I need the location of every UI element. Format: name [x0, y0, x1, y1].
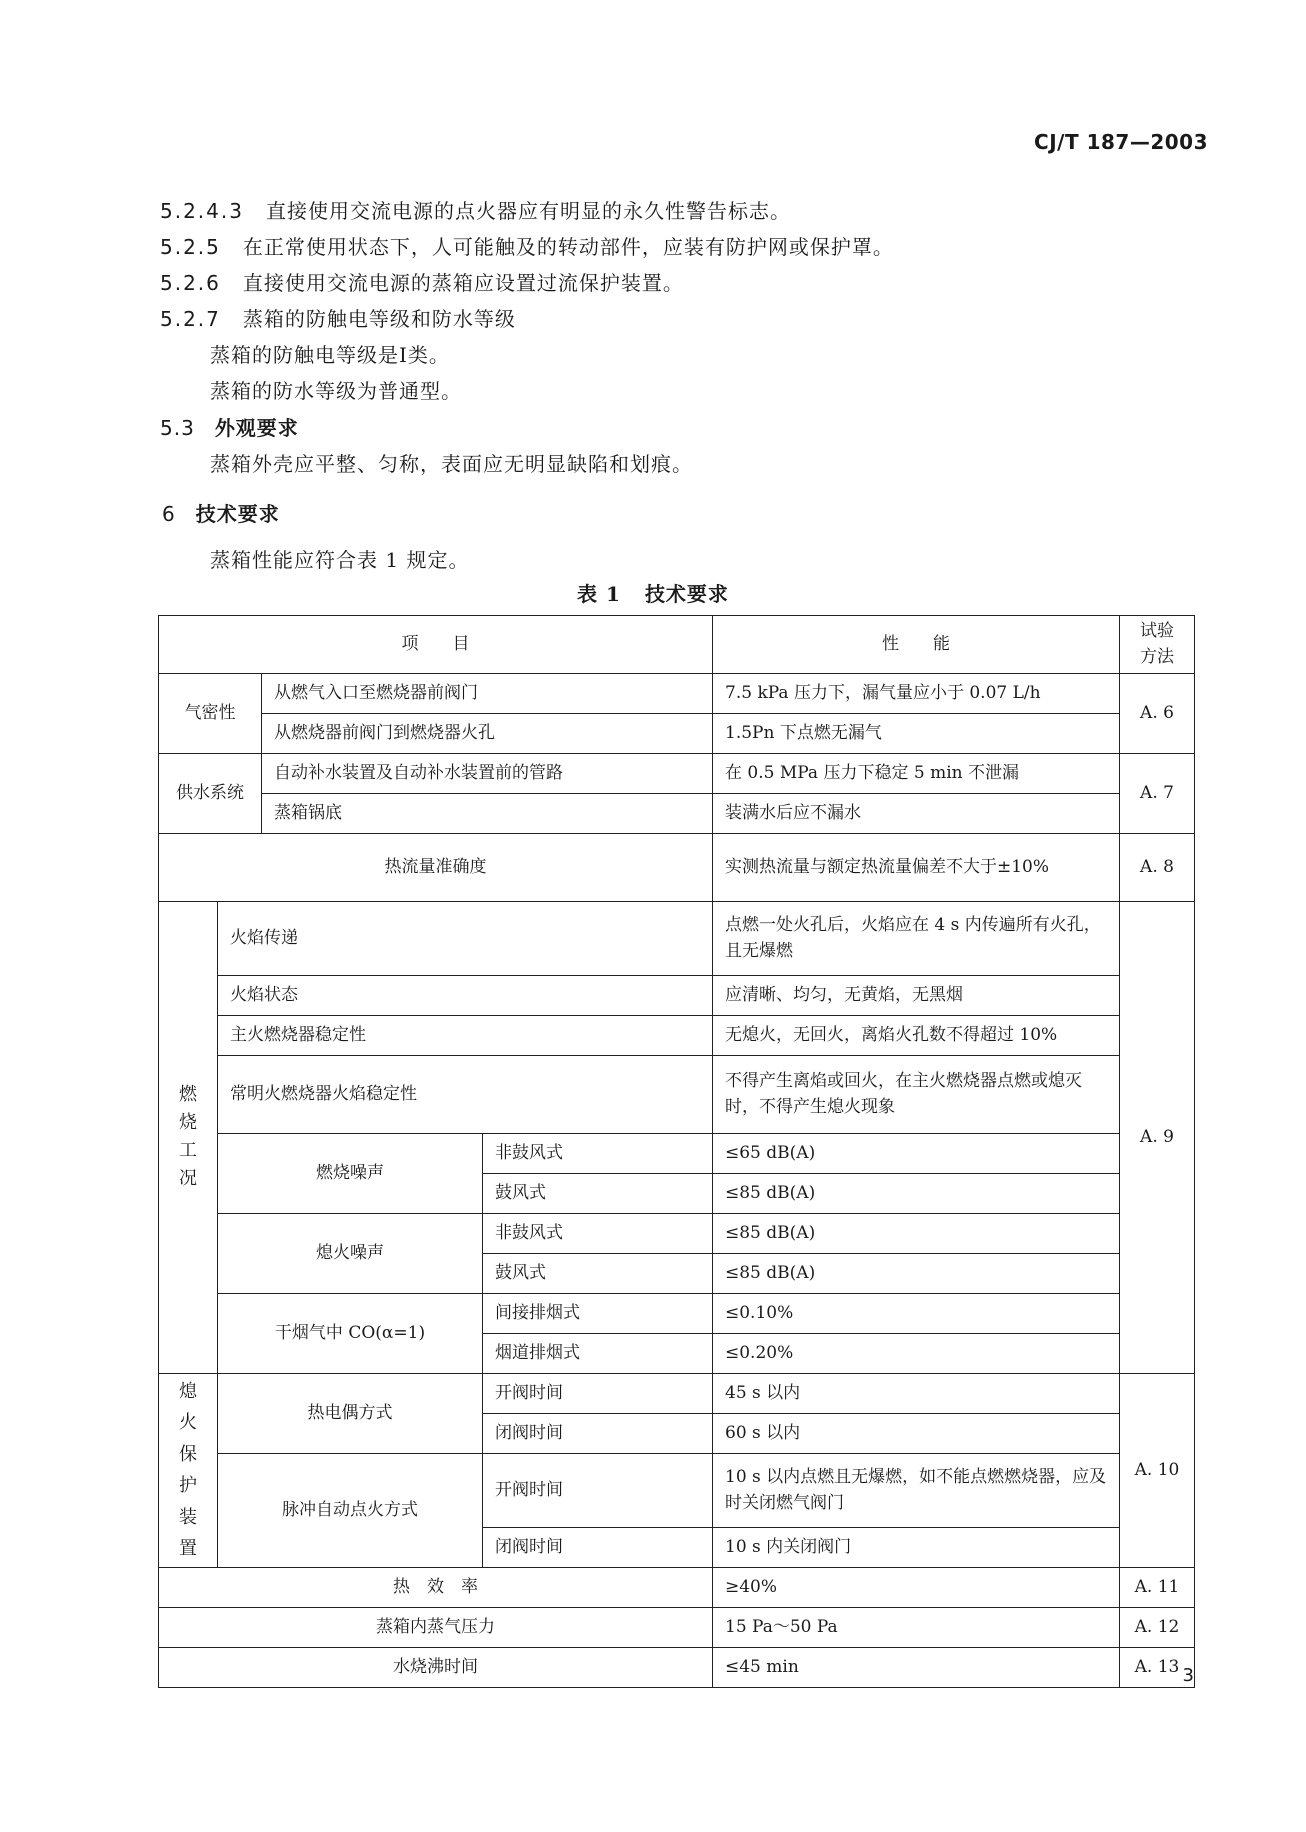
clause-5-2-6: [160, 267, 684, 296]
paragraph-shock-class: 蒸箱的防触电等级是Ⅰ类。: [210, 343, 450, 367]
technical-requirements-table: [158, 615, 1195, 1688]
table-row: [159, 1607, 1195, 1647]
subitem-cell: 开阀时间: [483, 1453, 713, 1527]
method-cell: A. 6: [1120, 673, 1195, 753]
group-char: 工: [179, 1140, 197, 1162]
clause-text: 在正常使用状态下，人可能触及的转动部件，应装有防护网或保护罩。: [242, 235, 894, 259]
table-caption-label: 表 1: [577, 582, 621, 606]
group-gas-tightness: 气密性: [159, 673, 262, 753]
method-cell: A. 12: [1120, 1607, 1195, 1647]
subitem-cell: 鼓风式: [483, 1173, 713, 1213]
item-cell: 蒸箱锅底: [262, 793, 713, 833]
group-line: 装置: [179, 1506, 197, 1560]
clause-number: 5.2.6: [160, 271, 221, 295]
header-item: 项 目: [159, 616, 713, 674]
paragraph-water-class: 蒸箱的防水等级为普通型。: [210, 379, 462, 403]
item-cell: 热电偶方式: [218, 1373, 483, 1453]
header-test-method: 试验方法: [1120, 616, 1195, 674]
performance-cell: 60 s 以内: [713, 1413, 1120, 1453]
group-char: 烧: [179, 1112, 197, 1134]
method-cell: A. 9: [1120, 901, 1195, 1373]
item-cell: 主火燃烧器稳定性: [218, 1015, 713, 1055]
table-row: [159, 793, 1195, 833]
table-row: [159, 673, 1195, 713]
group-char: 况: [179, 1168, 197, 1190]
heading-title: 技术要求: [195, 502, 280, 526]
performance-cell: 不得产生离焰或回火，在主火燃烧器点燃或熄灭时，不得产生熄火现象: [713, 1055, 1120, 1133]
group-flameout-protection: [159, 1373, 218, 1567]
clause-text: 直接使用交流电源的点火器应有明显的永久性警告标志。: [265, 199, 791, 223]
page-number: 3: [1182, 1665, 1194, 1686]
heading-6: [162, 498, 280, 527]
heading-number: 5.3: [160, 416, 195, 440]
item-cell: 自动补水装置及自动补水装置前的管路: [262, 753, 713, 793]
item-cell: 火焰传递: [218, 901, 713, 975]
table-header-row: [159, 616, 1195, 674]
clause-5-2-5: [160, 231, 894, 260]
table-row: [159, 1015, 1195, 1055]
table-row: [159, 753, 1195, 793]
header-performance: 性 能: [713, 616, 1120, 674]
subitem-cell: 闭阀时间: [483, 1413, 713, 1453]
performance-cell: ≤45 min: [713, 1647, 1120, 1687]
standard-code: CJ/T 187—2003: [1034, 130, 1208, 154]
performance-cell: 1.5Pn 下点燃无漏气: [713, 713, 1120, 753]
clause-5-2-4-3: [160, 195, 791, 224]
table-row: [159, 1647, 1195, 1687]
performance-cell: ≤85 dB(A): [713, 1253, 1120, 1293]
performance-cell: ≥40%: [713, 1567, 1120, 1607]
group-water-supply: 供水系统: [159, 753, 262, 833]
clause-number: 5.2.4.3: [160, 199, 244, 223]
table-row: [159, 975, 1195, 1015]
group-line: 保护: [179, 1443, 197, 1497]
performance-cell: ≤85 dB(A): [713, 1173, 1120, 1213]
group-combustion: [159, 901, 218, 1373]
clause-number: 5.2.7: [160, 307, 221, 331]
clause-number: 5.2.5: [160, 235, 221, 259]
method-cell: A. 8: [1120, 833, 1195, 901]
table-row: [159, 833, 1195, 901]
method-cell: A. 7: [1120, 753, 1195, 833]
heading-number: 6: [162, 502, 176, 526]
performance-cell: 10 s 以内点燃且无爆燃，如不能点燃燃烧器，应及时关闭燃气阀门: [713, 1453, 1120, 1527]
performance-cell: 7.5 kPa 压力下，漏气量应小于 0.07 L/h: [713, 673, 1120, 713]
table-caption: [0, 578, 1306, 607]
clause-text: 直接使用交流电源的蒸箱应设置过流保护装置。: [242, 271, 684, 295]
item-cell: 水烧沸时间: [159, 1647, 713, 1687]
subitem-cell: 非鼓风式: [483, 1133, 713, 1173]
item-cell: 燃烧噪声: [218, 1133, 483, 1213]
performance-cell: ≤65 dB(A): [713, 1133, 1120, 1173]
table-row: [159, 1293, 1195, 1333]
item-cell: 常明火燃烧器火焰稳定性: [218, 1055, 713, 1133]
method-cell: A. 13: [1120, 1647, 1195, 1687]
performance-cell: 实测热流量与额定热流量偏差不大于±10%: [713, 833, 1120, 901]
performance-cell: 45 s 以内: [713, 1373, 1120, 1413]
item-cell: 从燃气入口至燃烧器前阀门: [262, 673, 713, 713]
performance-cell: 15 Pa～50 Pa: [713, 1607, 1120, 1647]
item-cell: 热 效 率: [159, 1567, 713, 1607]
table-row: [159, 1373, 1195, 1413]
performance-cell: 装满水后应不漏水: [713, 793, 1120, 833]
table-row: [159, 1213, 1195, 1253]
table-row: [159, 1453, 1195, 1527]
subitem-cell: 鼓风式: [483, 1253, 713, 1293]
performance-cell: 应清晰、均匀，无黄焰，无黑烟: [713, 975, 1120, 1015]
group-line: 熄火: [179, 1380, 197, 1434]
clause-5-2-7: [160, 303, 516, 332]
subitem-cell: 间接排烟式: [483, 1293, 713, 1333]
item-cell: 热流量准确度: [159, 833, 713, 901]
table-row: [159, 1055, 1195, 1133]
subitem-cell: 闭阀时间: [483, 1527, 713, 1567]
subitem-cell: 非鼓风式: [483, 1213, 713, 1253]
paragraph-table-ref: 蒸箱性能应符合表 1 规定。: [210, 548, 470, 572]
performance-cell: ≤0.10%: [713, 1293, 1120, 1333]
heading-5-3: [160, 412, 299, 441]
performance-cell: ≤0.20%: [713, 1333, 1120, 1373]
group-char: 燃: [179, 1084, 197, 1106]
method-cell: A. 11: [1120, 1567, 1195, 1607]
item-cell: 蒸箱内蒸气压力: [159, 1607, 713, 1647]
method-cell: A. 10: [1120, 1373, 1195, 1567]
table-caption-title: 技术要求: [644, 582, 729, 606]
performance-cell: 10 s 内关闭阀门: [713, 1527, 1120, 1567]
table-row: [159, 901, 1195, 975]
table-row: [159, 1567, 1195, 1607]
table-row: [159, 713, 1195, 753]
clause-text: 蒸箱的防触电等级和防水等级: [242, 307, 516, 331]
heading-title: 外观要求: [214, 416, 299, 440]
item-cell: 干烟气中 CO(α=1): [218, 1293, 483, 1373]
paragraph-appearance: 蒸箱外壳应平整、匀称，表面应无明显缺陷和划痕。: [210, 452, 693, 476]
subitem-cell: 烟道排烟式: [483, 1333, 713, 1373]
item-cell: 熄火噪声: [218, 1213, 483, 1293]
subitem-cell: 开阀时间: [483, 1373, 713, 1413]
performance-cell: 点燃一处火孔后，火焰应在 4 s 内传遍所有火孔，且无爆燃: [713, 901, 1120, 975]
item-cell: 从燃烧器前阀门到燃烧器火孔: [262, 713, 713, 753]
performance-cell: 在 0.5 MPa 压力下稳定 5 min 不泄漏: [713, 753, 1120, 793]
table-row: [159, 1133, 1195, 1173]
performance-cell: ≤85 dB(A): [713, 1213, 1120, 1253]
item-cell: 火焰状态: [218, 975, 713, 1015]
performance-cell: 无熄火，无回火，离焰火孔数不得超过 10%: [713, 1015, 1120, 1055]
item-cell: 脉冲自动点火方式: [218, 1453, 483, 1567]
